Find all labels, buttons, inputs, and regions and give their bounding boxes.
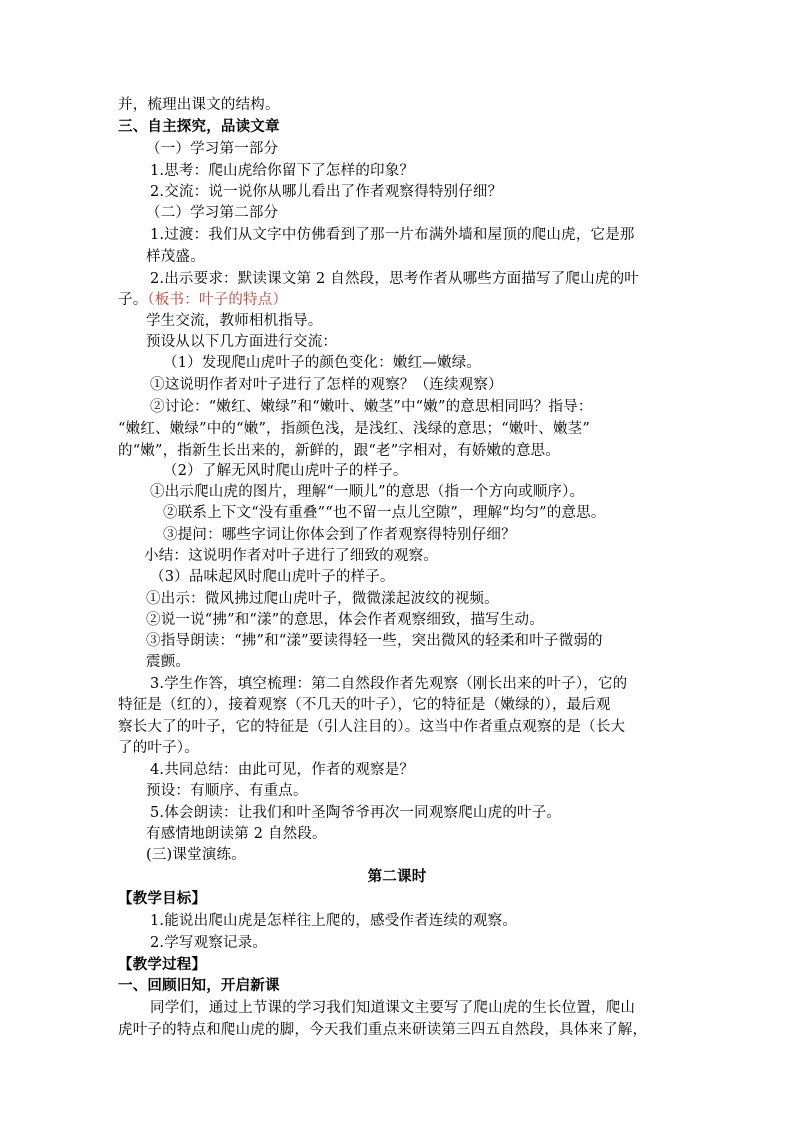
text-line: 预设从以下几方面进行交流： xyxy=(146,334,338,350)
lesson-title: 第二课时 xyxy=(367,868,427,885)
text-line: 并，梳理出课文的结构。 xyxy=(118,97,280,113)
text-line: 特征是（红的），接着观察（不几天的叶子），它的特征是（嫩绿的），最后观 xyxy=(118,697,611,713)
blackboard-note: （板书：叶子的特点） xyxy=(147,292,288,308)
text-line: 2.交流：说一说你从哪儿看出了作者观察得特别仔细？ xyxy=(150,184,503,200)
text-line: 了的叶子）。 xyxy=(118,740,199,756)
section-heading: 【教学过程】 xyxy=(118,956,207,973)
text-line: 2.出示要求：默读课文第 2 自然段，思考作者从哪些方面描写了爬山虎的叶 xyxy=(150,271,639,287)
text-line: 预设：有顺序、有重点。 xyxy=(146,783,308,799)
text-line: 察长大了的叶子，它的特征是（引人注目的）。这当中作者重点观察的是（长大 xyxy=(118,719,626,735)
text-line: 虎叶子的特点和爬山虎的脚，今天我们重点来研读第三四五自然段，具体来了解， xyxy=(118,1022,648,1038)
text-line: ②讨论：“嫩红、嫩绿”和“嫩叶、嫩茎”中“嫩”的意思相同吗？指导： xyxy=(150,399,593,415)
text-line: ①出示爬山虎的图片，理解“一顺儿”的意思（指一个方向或顺序）。 xyxy=(150,484,585,500)
text-line: ②联系上下文“没有重叠”“也不留一点儿空隙”，理解“均匀”的意思。 xyxy=(163,505,606,521)
section-heading: 【教学目标】 xyxy=(118,890,207,907)
text-line: ①这说明作者对叶子进行了怎样的观察？（连续观察） xyxy=(150,377,503,393)
text-line: 2.学写观察记录。 xyxy=(150,935,268,951)
subsection-heading: （一）学习第一部分 xyxy=(146,141,279,157)
subsection-heading: （二）学习第二部分 xyxy=(146,205,279,221)
text-line: 1.能说出爬山虎是怎样往上爬的，感受作者连续的观察。 xyxy=(150,913,518,929)
text-line: 样茂盛。 xyxy=(146,249,205,265)
text-line: 学生交流，教师相机指导。 xyxy=(146,313,323,329)
text-line: (三)课堂演练。 xyxy=(146,847,246,863)
section-heading: 三、自主探究，品读文章 xyxy=(118,118,280,135)
text-line: 4.共同总结：由此可见，作者的观察是？ xyxy=(150,762,415,778)
section-heading: 一、回顾旧知，开启新课 xyxy=(118,977,280,994)
text-line: 1.过渡：我们从文字中仿佛看到了那一片布满外墙和屋顶的爬山虎，它是那 xyxy=(150,227,635,243)
text-line: “嫩红、嫩绿”中的“嫩”，指颜色浅，是浅红、浅绿的意思；“嫩叶、嫩茎” xyxy=(118,421,590,437)
text-line: 5.体会朗读：让我们和叶圣陶爷爷再次一同观察爬山虎的叶子。 xyxy=(150,805,562,821)
text-line: （3）品味起风时爬山虎叶子的样子。 xyxy=(150,569,395,585)
text-fragment: 子。 xyxy=(118,292,148,308)
text-line: 1.思考：爬山虎给你留下了怎样的印象？ xyxy=(150,163,415,179)
text-line: 震颤。 xyxy=(146,654,191,670)
text-line: 同学们，通过上节课的学习我们知道课文主要写了爬山虎的生长位置，爬山 xyxy=(150,1000,636,1016)
text-line: 3.学生作答，填空梳理：第二自然段作者先观察（刚长出来的叶子），它的 xyxy=(150,676,628,692)
text-line: ③提问：哪些字词让你体会到了作者观察得特别仔细？ xyxy=(163,527,516,543)
text-line: 的“嫩”，指新生长出来的，新鲜的，跟“老”字相对，有娇嫩的意思。 xyxy=(118,443,561,459)
text-line: （2）了解无风时爬山虎叶子的样子。 xyxy=(163,463,408,479)
text-line: 有感情地朗读第 2 自然段。 xyxy=(146,826,327,842)
summary-line: 小结：这说明作者对叶子进行了细致的观察。 xyxy=(144,548,438,564)
text-line: （1）发现爬山虎叶子的颜色变化：嫩红—嫩绿。 xyxy=(163,355,482,371)
text-line: ①出示：微风拂过爬山虎叶子，微微漾起波纹的视频。 xyxy=(146,591,499,607)
text-line xyxy=(118,289,287,311)
text-line: ③指导朗读：“拂”和“漾”要读得轻一些，突出微风的轻柔和叶子微弱的 xyxy=(146,633,603,649)
text-line: ②说一说“拂”和“漾”的意思，体会作者观察细致，描写生动。 xyxy=(146,612,544,628)
